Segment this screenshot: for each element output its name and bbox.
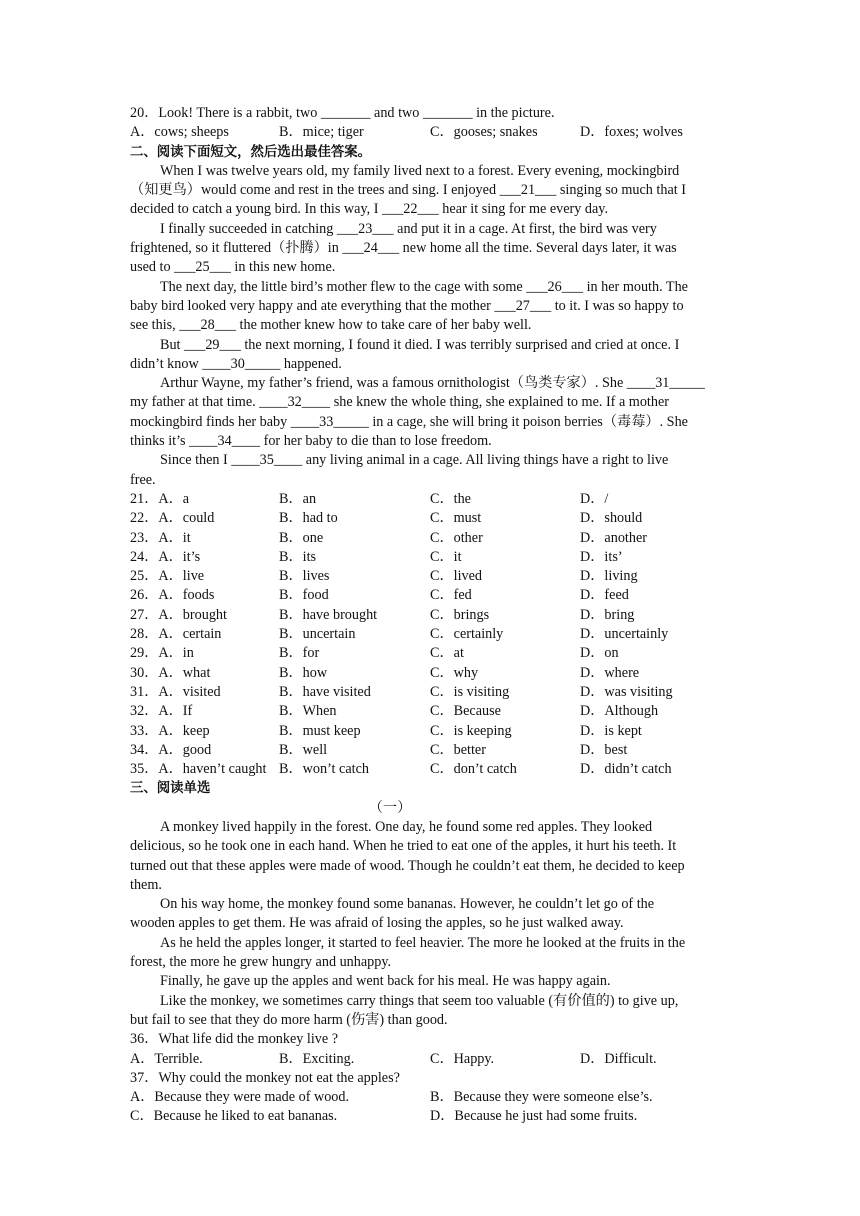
option: C．is keeping bbox=[430, 722, 512, 739]
option-row bbox=[130, 586, 730, 605]
option: D．uncertainly bbox=[580, 626, 669, 643]
exam-page bbox=[130, 104, 730, 1127]
option: D．best bbox=[580, 741, 628, 758]
option: C．brings bbox=[430, 606, 490, 623]
option: 35．A．haven’t caught bbox=[130, 761, 267, 778]
option: C．lived bbox=[430, 568, 483, 585]
option: B．have visited bbox=[279, 683, 371, 700]
option: 21．A．a bbox=[130, 490, 190, 507]
section-heading: 三、阅读单选 bbox=[130, 781, 211, 797]
option-row bbox=[130, 529, 730, 548]
option: D．Although bbox=[580, 703, 659, 720]
option: D．another bbox=[580, 529, 647, 546]
option: C．gooses; snakes bbox=[430, 124, 538, 141]
option: D．/ bbox=[580, 490, 609, 507]
option-row bbox=[130, 1050, 730, 1069]
text-line: thinks it’s ____34____ for her baby to die than to lose freedom. bbox=[130, 433, 492, 450]
option: 33．A．keep bbox=[130, 722, 210, 739]
option: 22．A．could bbox=[130, 510, 215, 527]
option: D．on bbox=[580, 645, 619, 662]
option-row bbox=[130, 567, 730, 586]
option-row bbox=[130, 1107, 730, 1126]
text-line: free. bbox=[130, 471, 156, 488]
text-line: （一） bbox=[368, 799, 412, 816]
option-row bbox=[130, 1088, 730, 1107]
option-row bbox=[130, 123, 730, 142]
option: D．didn’t catch bbox=[580, 761, 672, 778]
option: A．cows; sheeps bbox=[130, 124, 229, 141]
text-line: On his way home, the monkey found some bananas. However, he couldn’t let go of the bbox=[160, 896, 655, 913]
option-row bbox=[130, 722, 730, 741]
option: C．is visiting bbox=[430, 683, 510, 700]
text-line: （知更鸟）would come and rest in the trees and sing. I enjoyed ___21___ singing so much that I bbox=[130, 182, 686, 199]
option: C．better bbox=[430, 741, 486, 758]
text-line: 37．Why could the monkey not eat the apples? bbox=[130, 1069, 400, 1086]
option: 24．A．it’s bbox=[130, 548, 201, 565]
option: D．living bbox=[580, 568, 638, 585]
text-line: my father at that time. ____32____ she knew the whole thing, she explained to me. If a mother bbox=[130, 394, 669, 411]
option-row bbox=[130, 490, 730, 509]
option-row bbox=[130, 625, 730, 644]
option: B．Exciting. bbox=[279, 1050, 355, 1067]
option-row bbox=[130, 509, 730, 528]
option: 29．A．in bbox=[130, 645, 194, 662]
text-line: I finally succeeded in catching ___23___ and put it in a cage. At first, the bird was very bbox=[160, 220, 657, 237]
option: 31．A．visited bbox=[130, 683, 221, 700]
option-row bbox=[130, 644, 730, 663]
option: 28．A．certain bbox=[130, 626, 222, 643]
option-row bbox=[130, 760, 730, 779]
option: 30．A．what bbox=[130, 664, 211, 681]
option: B．won’t catch bbox=[279, 761, 369, 778]
text-line: As he held the apples longer, it started to feel heavier. The more he looked at the fruits in the bbox=[160, 934, 686, 951]
text-line: Since then I ____35____ any living animal in a cage. All living things have a right to live bbox=[160, 452, 669, 469]
option: C．why bbox=[430, 664, 479, 681]
option: B．for bbox=[279, 645, 320, 662]
option: B．food bbox=[279, 587, 329, 604]
option: 25．A．live bbox=[130, 568, 205, 585]
text-line: used to ___25___ in this new home. bbox=[130, 259, 336, 276]
option: C．other bbox=[430, 529, 483, 546]
option-row bbox=[130, 741, 730, 760]
option: C．Because he liked to eat bananas. bbox=[130, 1108, 338, 1125]
option: D．where bbox=[580, 664, 640, 681]
option: 32．A．If bbox=[130, 703, 193, 720]
option: C．at bbox=[430, 645, 464, 662]
option: D．was visiting bbox=[580, 683, 673, 700]
text-line: see this, ___28___ the mother knew how to take care of her baby well. bbox=[130, 317, 532, 334]
option-row bbox=[130, 606, 730, 625]
text-line: frightened, so it fluttered（扑腾）in ___24___ new home all the time. Several days later, it was bbox=[130, 240, 677, 257]
text-line: 36．What life did the monkey live ? bbox=[130, 1031, 339, 1048]
option: C．don’t catch bbox=[430, 761, 517, 778]
option: 34．A．good bbox=[130, 741, 212, 758]
option: C．Because bbox=[430, 703, 501, 720]
text-line: Arthur Wayne, my father’s friend, was a famous ornithologist（鸟类专家）. She ____31_____ bbox=[160, 375, 705, 392]
option-row bbox=[130, 548, 730, 567]
option: B．must keep bbox=[279, 722, 361, 739]
option: B．had to bbox=[279, 510, 338, 527]
option: C．it bbox=[430, 548, 462, 565]
option: D．is kept bbox=[580, 722, 642, 739]
option: 26．A．foods bbox=[130, 587, 215, 604]
option: B．uncertain bbox=[279, 626, 356, 643]
option: B．mice; tiger bbox=[279, 124, 364, 141]
text-line: decided to catch a young bird. In this way, I ___22___ hear it sing for me every day. bbox=[130, 201, 609, 218]
option: C．must bbox=[430, 510, 482, 527]
text-line: turned out that these apples were made of wood. Though he couldn’t eat them, he decided to keep bbox=[130, 857, 685, 874]
text-line: But ___29___ the next morning, I found it died. I was terribly surprised and cried at once. I bbox=[160, 336, 680, 353]
text-line: A monkey lived happily in the forest. One day, he found some red apples. They looked bbox=[160, 818, 653, 835]
text-line: 20．Look! There is a rabbit, two _______ and two _______ in the picture. bbox=[130, 105, 555, 121]
option: B．an bbox=[279, 490, 317, 507]
option: D．feed bbox=[580, 587, 629, 604]
text-line: delicious, so he took one in each hand. When he tried to eat one of the apples, it hurt his teeth. It bbox=[130, 838, 677, 855]
text-line: Like the monkey, we sometimes carry things that seem too valuable (有价值的) to give up, bbox=[160, 992, 679, 1009]
option: D．its’ bbox=[580, 548, 623, 565]
text-line: didn’t know ____30_____ happened. bbox=[130, 355, 342, 372]
option: B．lives bbox=[279, 568, 330, 585]
text-line: wooden apples to get them. He was afraid of losing the apples, so he just walked away. bbox=[130, 915, 624, 932]
text-line: forest, the more he grew hungry and unhappy. bbox=[130, 954, 392, 971]
option: D．bring bbox=[580, 606, 635, 623]
option: B．how bbox=[279, 664, 328, 681]
text-line: but fail to see that they do more harm (伤害) than good. bbox=[130, 1011, 448, 1028]
option: B．its bbox=[279, 548, 317, 565]
option: C．Happy. bbox=[430, 1050, 495, 1067]
option: C．fed bbox=[430, 587, 472, 604]
option: A．Because they were made of wood. bbox=[130, 1089, 350, 1106]
option: 23．A．it bbox=[130, 529, 191, 546]
text-line: The next day, the little bird’s mother flew to the cage with some ___26___ in her mouth. The bbox=[160, 278, 688, 295]
text-line: baby bird looked very happy and ate everything that the mother ___27___ to it. I was so happy to bbox=[130, 297, 684, 314]
option-row bbox=[130, 702, 730, 721]
option: B．When bbox=[279, 703, 337, 720]
option: C．certainly bbox=[430, 626, 504, 643]
option: B．have brought bbox=[279, 606, 378, 623]
option: D．Difficult. bbox=[580, 1050, 657, 1067]
option: C．the bbox=[430, 490, 471, 507]
text-line: Finally, he gave up the apples and went back for his meal. He was happy again. bbox=[160, 973, 611, 990]
option-row bbox=[130, 683, 730, 702]
section-heading: 二、阅读下面短文，然后选出最佳答案。 bbox=[130, 144, 372, 160]
option: D．should bbox=[580, 510, 643, 527]
option: D．Because he just had some fruits. bbox=[430, 1108, 638, 1125]
option: D．foxes; wolves bbox=[580, 124, 683, 141]
option: B．Because they were someone else’s. bbox=[430, 1089, 653, 1106]
option: B．one bbox=[279, 529, 324, 546]
text-line: mockingbird finds her baby ____33_____ in a cage, she will bring it poison berries（毒莓）. She bbox=[130, 413, 688, 430]
text-line: When I was twelve years old, my family lived next to a forest. Every evening, mockingbird bbox=[160, 162, 680, 179]
option-row bbox=[130, 664, 730, 683]
option: A．Terrible. bbox=[130, 1050, 203, 1067]
option: B．well bbox=[279, 741, 328, 758]
option: 27．A．brought bbox=[130, 606, 227, 623]
text-line: them. bbox=[130, 876, 162, 893]
